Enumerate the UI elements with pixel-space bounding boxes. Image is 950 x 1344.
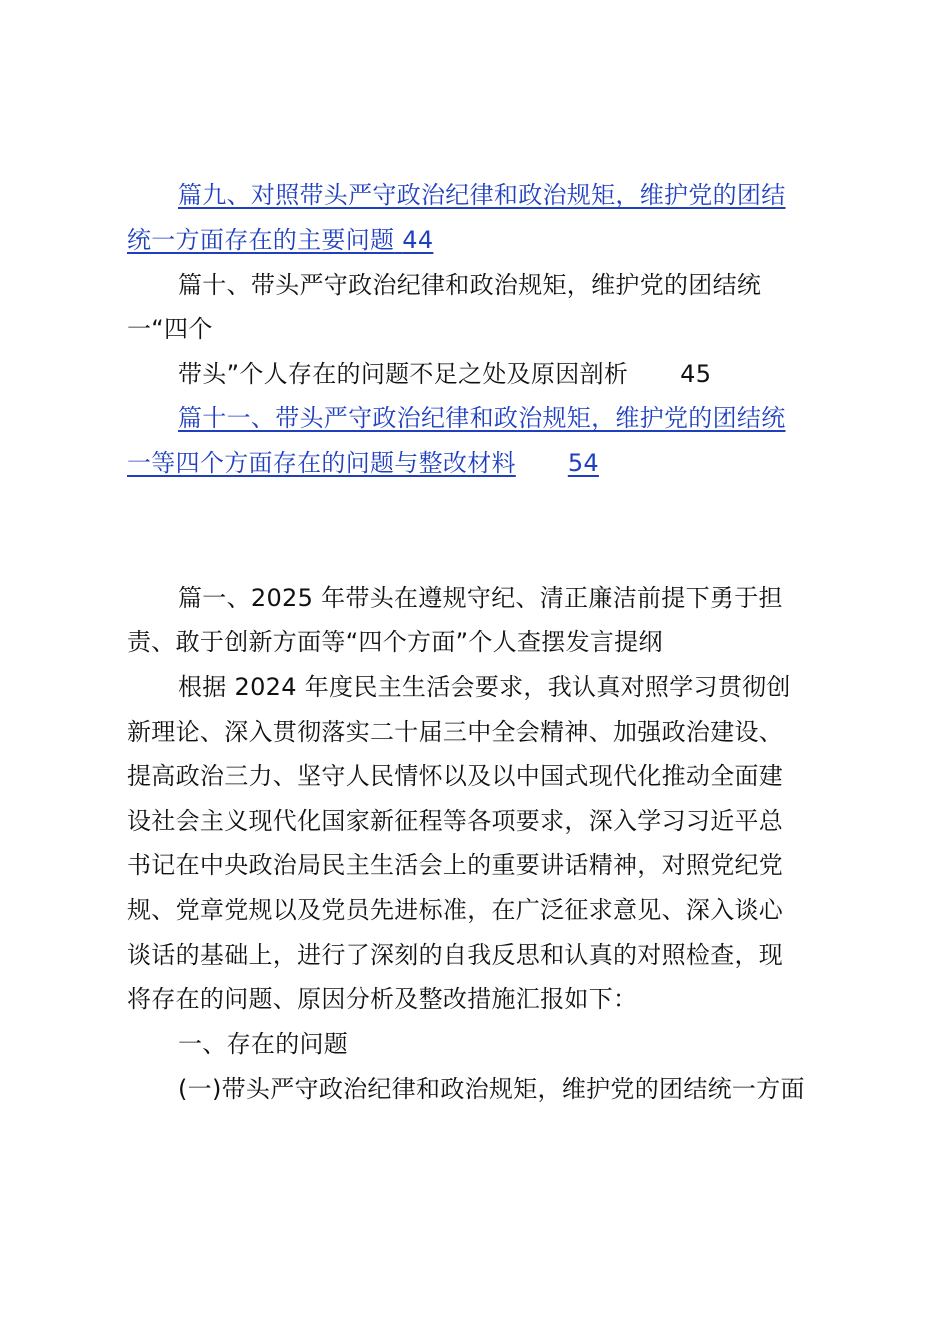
- paragraph-line: 新理论、深入贯彻落实二十届三中全会精神、加强政治建设、: [127, 718, 784, 746]
- toc-entry-11-line2[interactable]: [127, 447, 599, 479]
- toc-entry-9-line1[interactable]: 篇九、对照带头严守政治纪律和政治规矩，维护党的团结: [178, 181, 786, 209]
- paragraph-line: 根据 2024 年度民主生活会要求，我认真对照学习贯彻创: [178, 673, 791, 701]
- toc-entry-11-line1[interactable]: 篇十一、带头严守政治纪律和政治规矩，维护党的团结统: [178, 404, 786, 432]
- toc-entry-10-line2: 一“四个: [127, 315, 213, 343]
- toc-entry-10-title-end: 带头”个人存在的问题不足之处及原因剖析: [178, 360, 629, 388]
- paragraph-line: 将存在的问题、原因分析及整改措施汇报如下：: [127, 985, 638, 1013]
- toc-entry-10-page-number: 45: [680, 360, 712, 388]
- article-title-line2: 责、敢于创新方面等“四个方面”个人查摆发言提纲: [127, 628, 663, 656]
- toc-entry-9-page-number[interactable]: 44: [402, 226, 434, 254]
- toc-entry-11-page-number[interactable]: 54: [567, 449, 599, 477]
- subsection-heading: (一)带头严守政治纪律和政治规矩，维护党的团结统一方面: [178, 1075, 805, 1103]
- paragraph-line: 提高政治三力、坚守人民情怀以及以中国式现代化推动全面建: [127, 762, 784, 790]
- paragraph-line: 谈话的基础上，进行了深刻的自我反思和认真的对照检查，现: [127, 941, 784, 969]
- paragraph-line: 设社会主义现代化国家新征程等各项要求，深入学习习近平总: [127, 807, 784, 835]
- section-heading: 一、存在的问题: [178, 1030, 349, 1058]
- toc-entry-10-line3: [178, 358, 711, 390]
- paragraph-line: 规、党章党规以及党员先进标准，在广泛征求意见、深入谈心: [127, 896, 784, 924]
- paragraph-line: 书记在中央政治局民主生活会上的重要讲话精神，对照党纪党: [127, 851, 784, 879]
- article-title-line1: 篇一、2025 年带头在遵规守纪、清正廉洁前提下勇于担: [178, 584, 783, 612]
- toc-entry-11-title-end[interactable]: 一等四个方面存在的问题与整改材料: [127, 449, 516, 477]
- toc-entry-9-title-end[interactable]: 统一方面存在的主要问题: [127, 226, 395, 254]
- toc-entry-10-line1: 篇十、带头严守政治纪律和政治规矩，维护党的团结统: [178, 271, 762, 299]
- toc-entry-9-line2[interactable]: [127, 224, 433, 256]
